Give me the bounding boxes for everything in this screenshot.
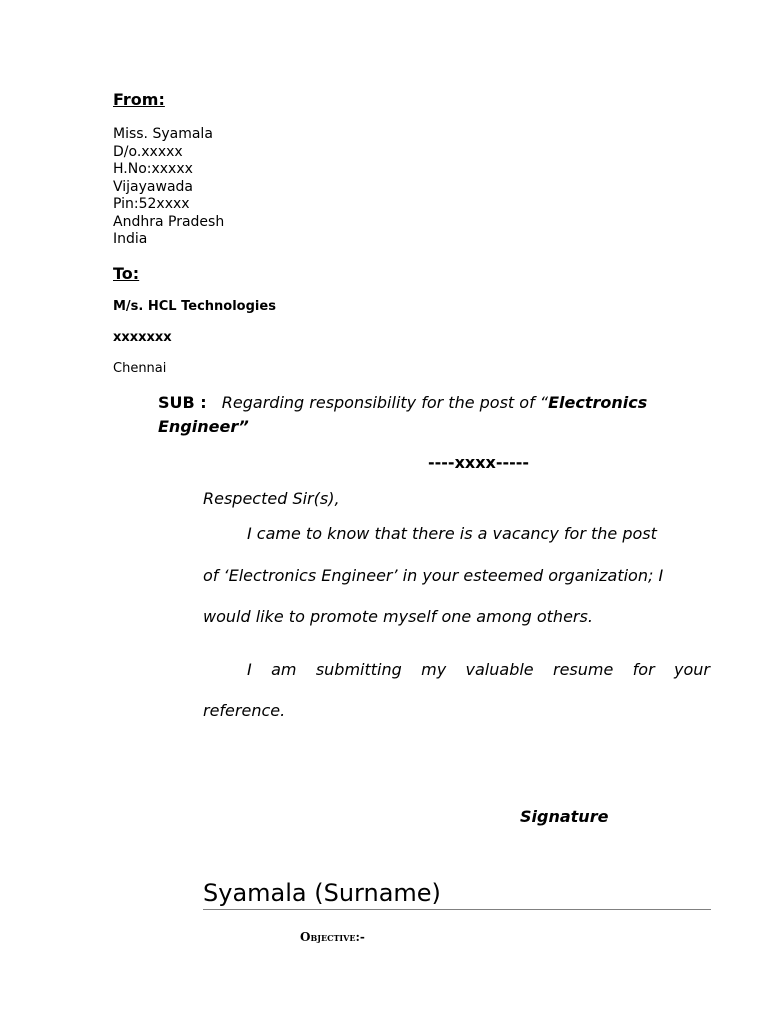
from-heading: From:: [113, 90, 165, 109]
to-city: Chennai: [113, 361, 167, 376]
subject-label: SUB :: [158, 393, 207, 412]
resume-name: Syamala (Surname): [203, 879, 441, 907]
paragraph2-line2: reference.: [203, 701, 286, 720]
paragraph1-line2: of ‘Electronics Engineer’ in your esteemed organization; I: [203, 566, 664, 585]
from-address-line: India: [113, 231, 148, 247]
to-company: M/s. HCL Technologies: [113, 299, 276, 314]
from-address-line: Vijayawada: [113, 178, 193, 195]
from-address-line: Pin:52xxxx: [113, 196, 190, 212]
to-heading: To:: [113, 264, 140, 283]
subject-text: Regarding responsibility for the post of “: [221, 393, 549, 412]
name-divider: [203, 909, 711, 910]
paragraph1-line1: I came to know that there is a vacancy for the post: [247, 524, 657, 543]
salutation: Respected Sir(s),: [203, 489, 340, 508]
objective-heading: Objective:-: [300, 930, 365, 944]
from-address-line: H.No:xxxxx: [113, 161, 193, 177]
from-address-block: [113, 126, 224, 249]
from-address-line: Miss. Syamala: [113, 126, 213, 142]
to-address: xxxxxxx: [113, 330, 172, 345]
paragraph2-line1: I am submitting my valuable resume for your: [247, 660, 710, 679]
subject-post: Electronics Engineer”: [158, 393, 648, 436]
from-address-line: D/o.xxxxx: [113, 143, 183, 160]
from-address-line: Andhra Pradesh: [113, 213, 225, 230]
separator: ----xxxx-----: [428, 453, 530, 472]
subject-line: [158, 391, 718, 439]
paragraph1-line3: would like to promote myself one among others.: [203, 607, 593, 626]
signature: Signature: [520, 807, 609, 826]
